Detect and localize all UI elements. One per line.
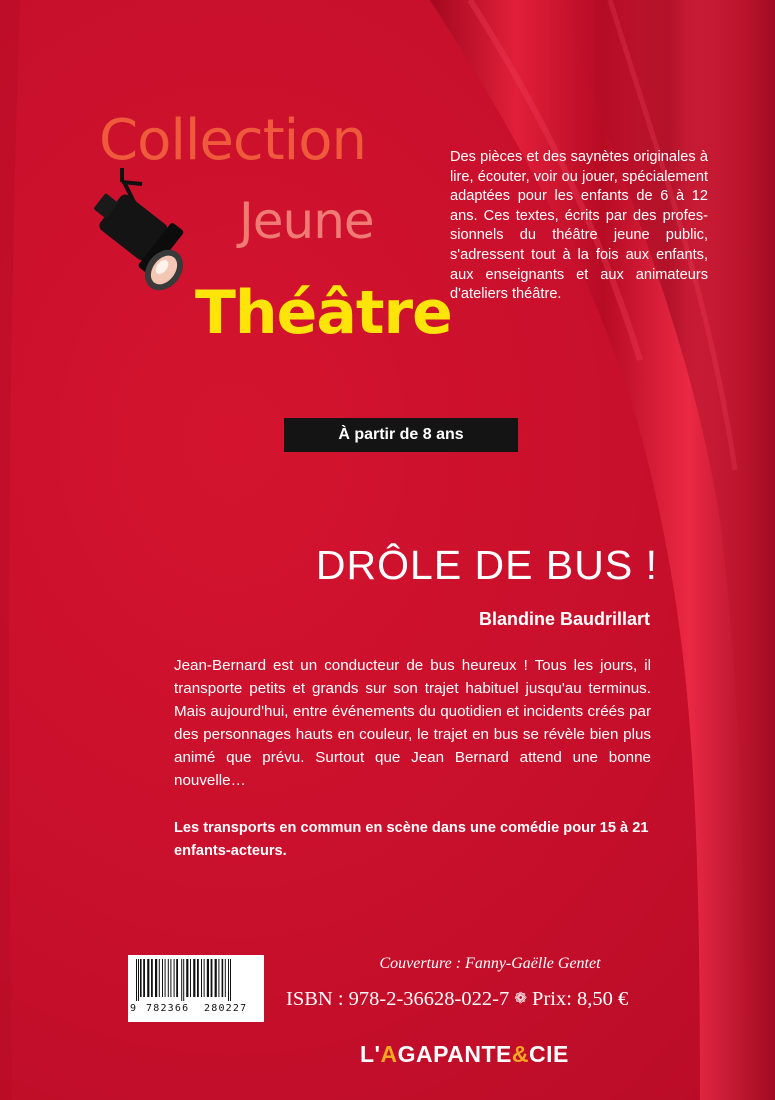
barcode-bars [134, 959, 258, 1001]
theatre-word: Théâtre [195, 278, 452, 348]
flower-separator-icon: ❁ [514, 991, 527, 1007]
publisher-accent-a: A [380, 1041, 398, 1067]
publisher-part-1: L' [360, 1041, 381, 1067]
book-summary: Jean-Bernard est un conducteur de bus heureux ! Tous les jours, il transporte petits et grands sur son trajet habituel jusqu'au terminus. Mais aujourd'hui, entre événements du quotidien et incidents créés par des personnages hauts en couleur, le trajet en bus se révèle bien plus animé que prévu. Surtout que Jean Bernard attend une bonne nouvelle… [174, 657, 651, 789]
isbn-number: ISBN : 978-2-36628-022-7 [286, 988, 510, 1010]
book-tagline: Les transports en commun en scène dans une comédie pour 15 à 21 enfants-acteurs. [174, 820, 649, 859]
collection-word: Collection [99, 108, 366, 173]
price: Prix: 8,50 € [532, 988, 629, 1010]
publisher-part-2: GAPANTE [397, 1041, 512, 1067]
publisher-logo [360, 1041, 660, 1068]
publisher-part-3: CIE [529, 1041, 569, 1067]
collection-description: Des pièces et des saynètes originales à lire, écouter, voir ou jouer, spécialement adaptées pour les enfants de 6 à 12 ans. Ces textes, écrits par des profes-sionnels du théâtre jeune public, s'adressent tout à la fois aux enfants, aux enseignants et aux animateurs d'ateliers théâtre. [450, 149, 708, 303]
barcode-left-group: 782366 [146, 1003, 190, 1014]
book-title: DRÔLE DE BUS ! [315, 542, 658, 588]
jeune-word: Jeune [239, 192, 374, 250]
isbn-price-line [286, 988, 706, 1011]
isbn-barcode [128, 955, 264, 1022]
barcode-digits [128, 1002, 264, 1018]
age-badge: À partir de 8 ans [284, 418, 518, 452]
cover-credit: Couverture : Fanny-Gaëlle Gentet [379, 955, 601, 972]
barcode-first-digit: 9 [130, 1003, 137, 1014]
book-author: Blandine Baudrillart [478, 609, 650, 629]
publisher-ampersand: & [511, 1041, 530, 1067]
barcode-right-group: 280227 [204, 1003, 248, 1014]
spotlight-icon [78, 166, 218, 306]
